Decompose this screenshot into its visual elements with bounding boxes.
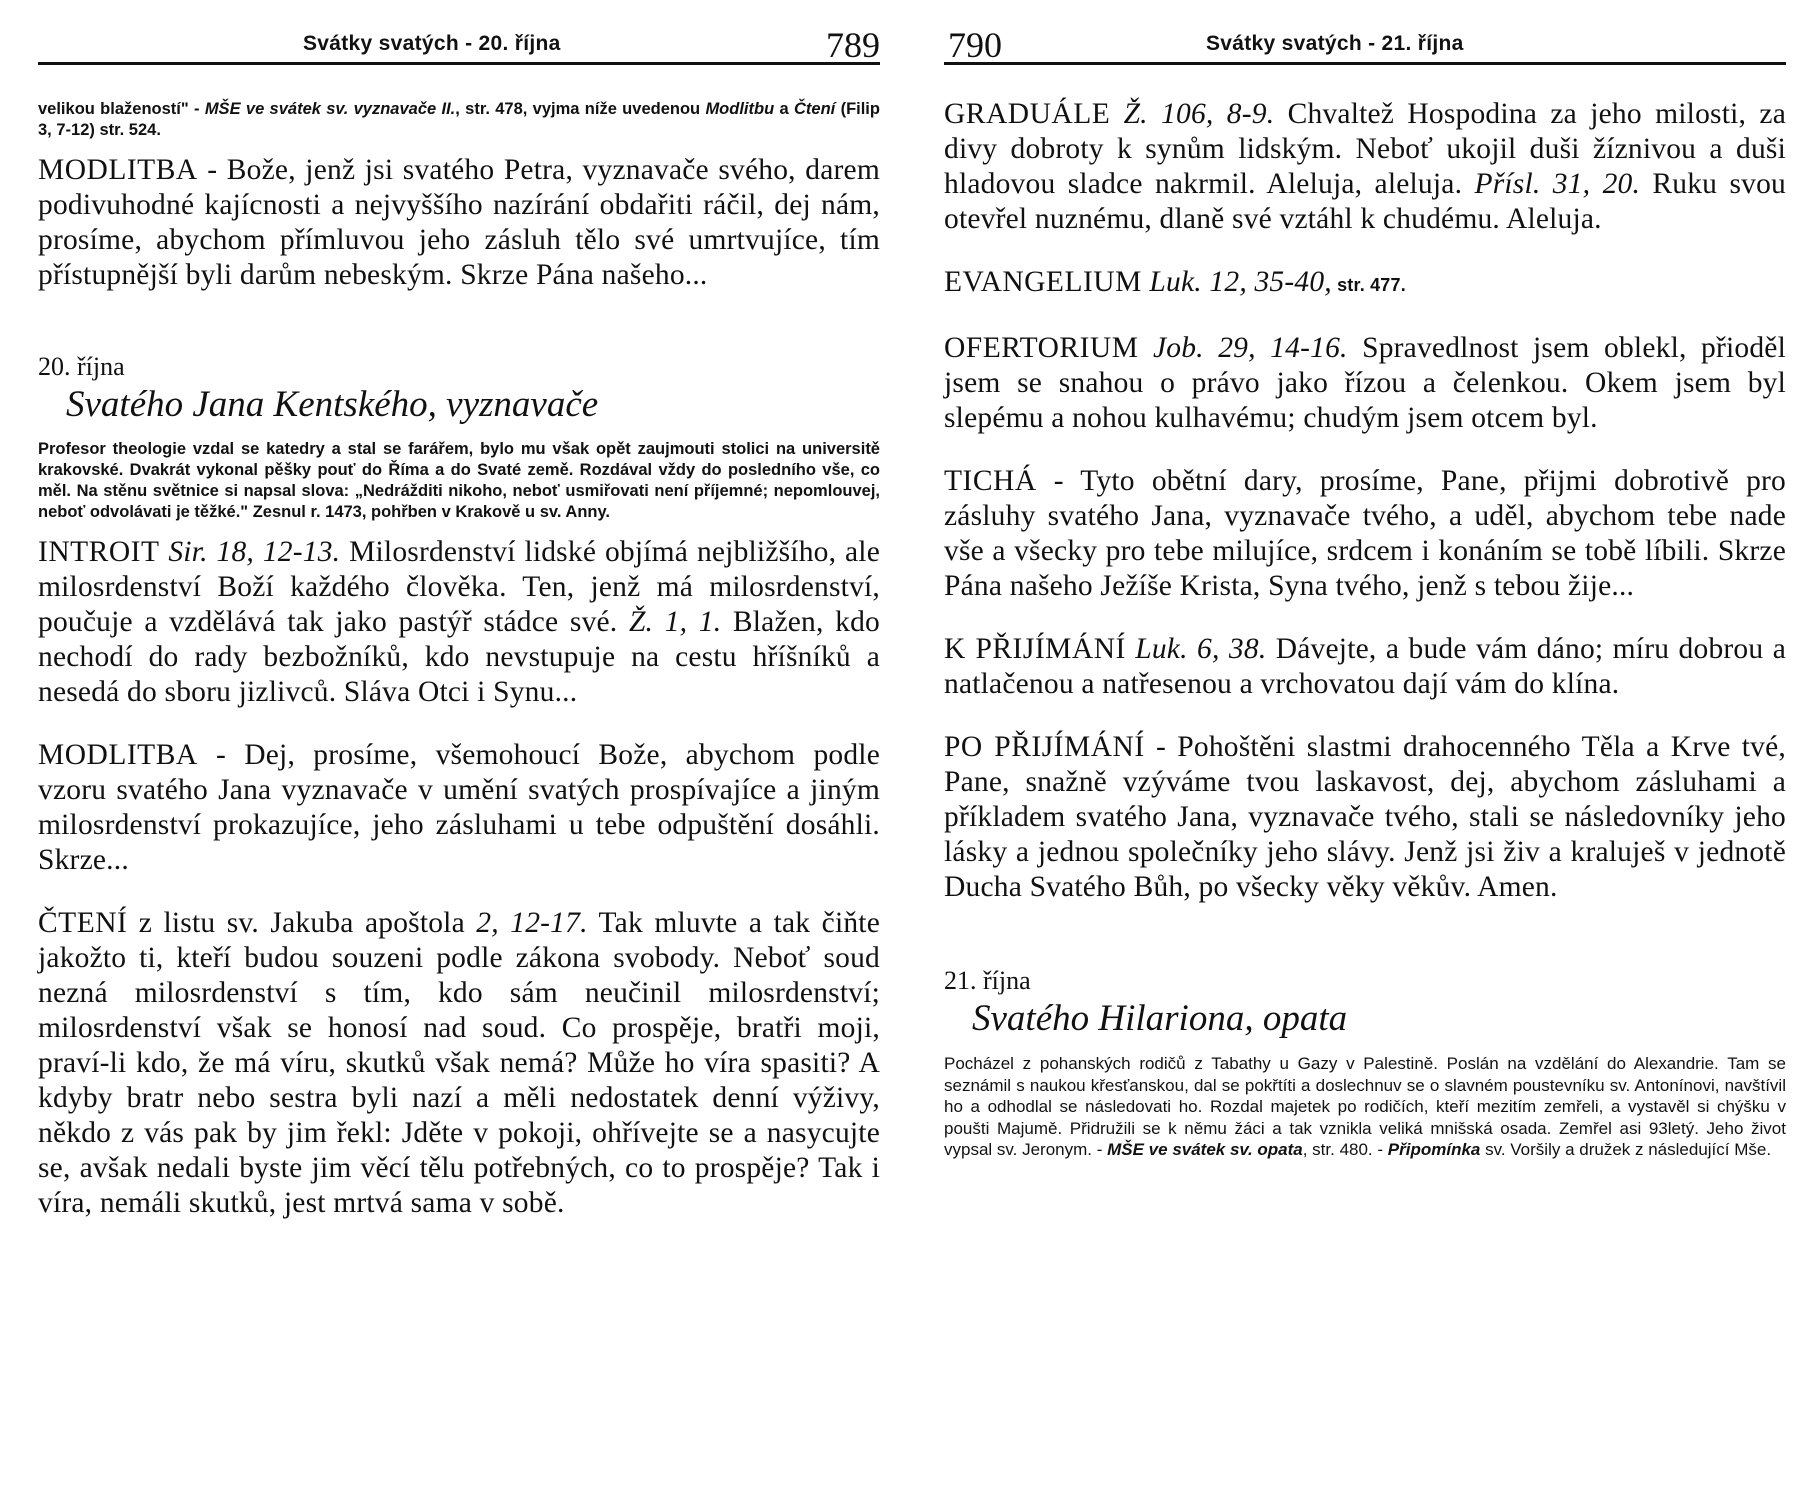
scripture-reference: 2, 12-17. [476, 907, 588, 939]
section-text: Spravedlnost jsem oblekl, přioděl jsem se snahou o právo jako řízou a čelenkou. Okem jsem byl slepému a nohou kulhavému; chudým jsem otcem byl. [944, 332, 1786, 434]
intro-note [38, 99, 880, 141]
feast-date: 21. října [944, 966, 1031, 995]
section-heading: PO PŘIJÍMÁNÍ [944, 731, 1145, 763]
page-body [944, 65, 1786, 1161]
section-text: - Dej, prosíme, všemohoucí Bože, abychom podle vzoru svatého Jana vyznavače v umění svatých prospívajíce a jiným milosrdenství prokazujíce, jeho zásluhami u tebe odpuštění dosáhli. Skrze... [38, 739, 880, 876]
section-text: - Pohoštěni slastmi drahocenného Těla a Krve tvé, Pane, snažně vzýváme tvou laskavost, dej, abychom zásluhami a příkladem svatého Jana, vyznavače tvého, stali se následovníky jeho lásky a jednou společníky jeho slávy. Jenž jsi živ a kraluješ v jednotě Ducha Svatého Bůh, po všecky věky věkův. Amen. [944, 731, 1786, 903]
biography-text: Pocházel z pohanských rodičů z Tabathy u Gazy v Palestině. Poslán na vzdělání do Alexandrie. Tam se seznámil s naukou křesťanskou, dal se pokřtíti a doslechnuv se o slavném poustevníku sv. Antonínovi, navštívil ho a odhodlal se následovati ho. Rozdal majetek po rodičích, kteří mezitím zemřeli, a vystavěl si chýšku v poušti Majumě. Přidružili se k němu žáci a tak vznikla veliká mnišská osada. Zemřel asi 93letý. Jeho život vypsal sv. Jeronym. - [944, 1054, 1786, 1159]
mass-reference: MŠE ve svátek sv. vyznavače II. [204, 100, 456, 118]
offertory-section [944, 331, 1786, 436]
postcommunion-section [944, 730, 1786, 905]
commemoration-label: Připomínka [1387, 1140, 1481, 1159]
section-heading: GRADUÁLE [944, 98, 1111, 130]
section-heading: K PŘIJÍMÁNÍ [944, 633, 1126, 665]
biography-text: sv. Voršily a družek z následující Mše. [1480, 1140, 1772, 1159]
section-heading: OFERTORIUM [944, 332, 1139, 364]
section-text: Blažen, kdo nechodí do rady bezbožníků, kdo nevstupuje na cestu hříšníků a nesedá do sboru jizlivců. Sláva Otci i Synu... [38, 606, 880, 708]
running-head [944, 16, 1786, 65]
secret-section [944, 464, 1786, 604]
running-head [38, 16, 880, 65]
intro-note-text: , str. 478, vyjma níže uvedenou [455, 100, 706, 118]
prayer-reference: Modlitbu [705, 100, 775, 118]
reading-section [38, 906, 880, 1221]
mass-reference: MŠE ve svátek sv. opata [1107, 1140, 1303, 1159]
page-number: 790 [948, 25, 1002, 65]
intro-note-text: velikou blažeností" - [38, 100, 205, 118]
biography-text: , str. 480. - [1302, 1140, 1388, 1159]
reading-reference: Čtení [794, 100, 836, 118]
prayer-section [38, 153, 880, 293]
section-text: Chvaltež Hospodina za jeho milosti, za divy dobroty k synům lidským. Neboť ukojil duši žíznivou a duši hladovou sladce nakrmil. Aleluja, aleluja. [944, 98, 1786, 200]
section-text: Milosrdenství lidské objímá nejbližšího, ale milosrdenství Boží každého člověka. Ten, jenž má milosrdenství, poučuje a vzdělává tak jako pastýř stádce své. [38, 536, 881, 638]
scripture-reference: Ž. 106, 8-9. [1110, 98, 1275, 130]
saint-biography [944, 1053, 1786, 1161]
right-page [944, 0, 1786, 1161]
scripture-reference: Luk. 6, 38. [1125, 633, 1267, 665]
feast-title: Svatého Hilariona, opata [972, 998, 1348, 1039]
section-heading: ČTENÍ [38, 907, 128, 939]
feast-date: 20. října [38, 352, 125, 381]
scripture-reference: Sir. 18, 12-13. [159, 536, 341, 568]
scripture-reference: Přísl. 31, 20. [1474, 168, 1641, 200]
intro-note-text: a [774, 100, 794, 118]
section-heading: MODLITBA [38, 739, 198, 771]
gradual-section [944, 97, 1786, 237]
scripture-reference: Job. 29, 14-16. [1138, 332, 1348, 364]
section-heading: EVANGELIUM [944, 266, 1142, 298]
running-head-title: Svátky svatých - 21. října [1206, 32, 1464, 55]
feast-title: Svatého Jana Kentského, vyznavače [66, 384, 599, 425]
communion-section [944, 632, 1786, 702]
introit-section [38, 535, 880, 710]
gospel-section [944, 265, 1786, 303]
prayer-section [38, 738, 880, 878]
section-text: Tak mluvte a tak čiňte jakožto ti, kteří budou souzeni podle zákona svobody. Neboť soud nezná milosrdenství s tím, kdo sám neučinil milosrdenství; milosrdenství však se honosí nad soud. Co prospěje, bratři moji, praví-li kdo, že má víru, skutků však nemá? Může ho víra spasiti? A kdyby bratr nebo sestra byli nazí a měli nedostatek denní výživy, někdo z vás pak by jim řekl: Jděte v pokoji, ohřívejte se a nasycujte se, avšak nedali byste jim věcí tělu potřebných, co to prospěje? Tak i víra, nemáli skutků, jest mrtvá sama v sobě. [38, 907, 880, 1219]
page-reference: str. 477. [1331, 275, 1406, 295]
section-text: - Tyto obětní dary, prosíme, Pane, přijmi dobrotivě pro zásluhy svatého Jana, vyznavače tvého, a uděl, abychom tebe nade vše a všecky pro tebe milujíce, srdcem i konáním se tobě líbili. Skrze Pána našeho Ježíše Krista, Syna tvého, jenž s tebou žije... [944, 465, 1786, 602]
page-body [38, 65, 880, 1221]
section-heading: INTROIT [38, 536, 160, 568]
section-heading: MODLITBA [38, 154, 198, 186]
left-page [38, 0, 880, 1221]
page-number: 789 [826, 25, 880, 65]
section-heading: TICHÁ [944, 465, 1037, 497]
intro-note-text: (Filip 3, 7-12) str. 524. [38, 100, 880, 139]
scripture-reference: Luk. 12, 35-40, [1141, 266, 1332, 298]
section-text: Dávejte, a bude vám dáno; míru dobrou a natlačenou a natřesenou a vrchovatou dají vám do klína. [944, 633, 1786, 700]
section-text: z listu sv. Jakuba apoštola [127, 907, 477, 939]
scripture-reference: Ž. 1, 1. [628, 606, 722, 638]
saint-biography: Profesor theologie vzdal se katedry a stal se farářem, bylo mu však opět zaujmouti stolici na universitě krakovské. Dvakrát vykonal pěšky pouť do Říma a do Svaté země. Rozdával vždy do posledního vše, co měl. Na stěnu světnice si napsal slova: „Nedrážditi nikoho, neboť usmiřovati není příjemné; nepomlouvej, neboť odvolávati je těžké." Zesnul r. 1473, pohřben v Krakově u sv. Anny. [38, 440, 880, 521]
section-text: Ruku svou otevřel nuznému, dlaně své vztáhl k chudému. Aleluja. [944, 168, 1786, 235]
running-head-title: Svátky svatých - 20. října [303, 32, 561, 55]
section-text: - Bože, jenž jsi svatého Petra, vyznavače svého, darem podivuhodné kajícnosti a nejvyššího nazírání obdařiti ráčil, dej nám, prosíme, abychom přímluvou jeho zásluh tělo své umrtvujíce, tím přístupnější byli darům nebeským. Skrze Pána našeho... [38, 154, 880, 291]
